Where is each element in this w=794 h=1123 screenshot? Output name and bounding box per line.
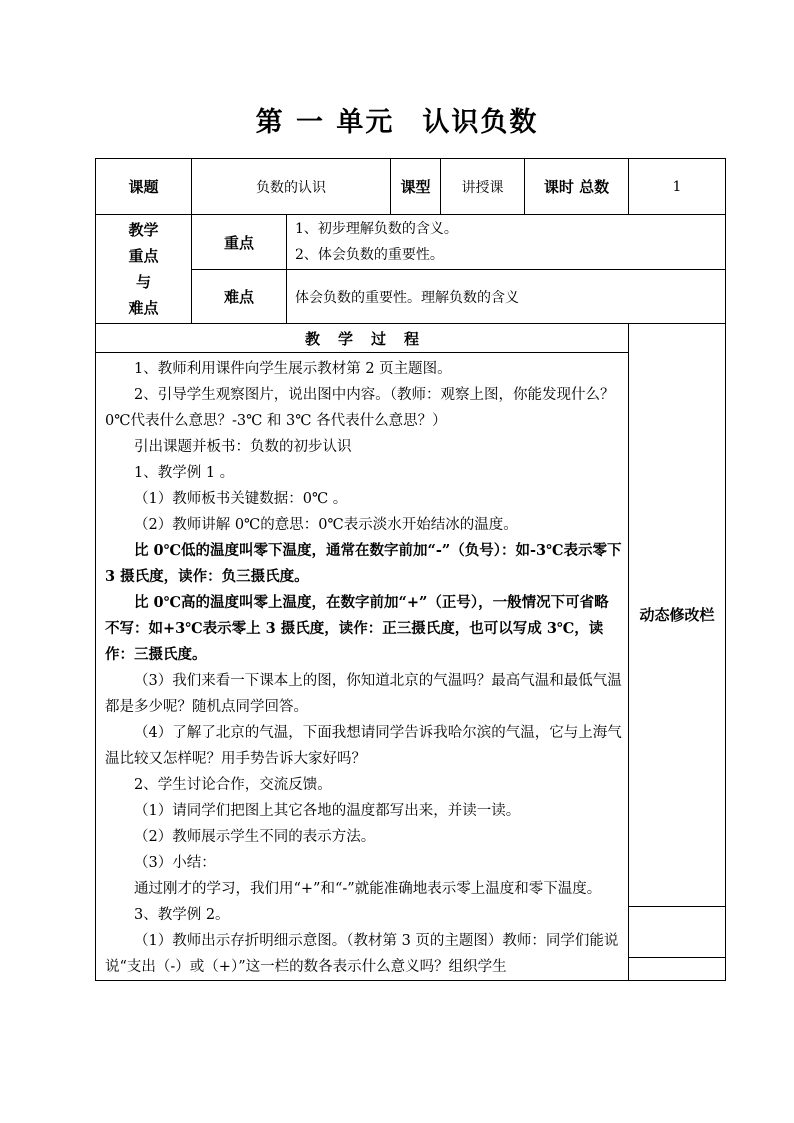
- type-label: 课型: [391, 159, 441, 215]
- process-paragraph: 通过刚才的学习，我们用“+”和“-”就能准确地表示零上温度和零下温度。: [134, 881, 602, 897]
- process-paragraph: （2）教师展示学生不同的表示方法。: [134, 829, 376, 845]
- difficult-label: 难点: [192, 270, 287, 324]
- key-label: 重点: [192, 215, 287, 270]
- process-paragraph: （1）请同学们把图上其它各地的温度都写出来，并读一读。: [134, 803, 521, 819]
- focus-label-line: 教学: [128, 221, 159, 239]
- process-paragraph: （3）我们来看一下课本上的图，你知道北京的气温吗？最高气温和最低气温都是多少呢？随机点同学回答。: [105, 673, 622, 715]
- process-content: [96, 353, 629, 981]
- unit-title: 认识负数: [422, 107, 539, 138]
- process-paragraph: （1）教师出示存折明细示意图。（教材第 3 页的主题图）教师：同学们能说说“支出（-）或（+）”这一栏的数各表示什么意义吗？组织学生: [105, 933, 619, 975]
- focus-label-line: 重点: [128, 247, 159, 265]
- page-title: [0, 100, 794, 139]
- hours-value: 1: [629, 159, 726, 215]
- focus-label-line: 难点: [128, 299, 159, 317]
- focus-section-label: [96, 215, 192, 324]
- process-header-row: [96, 324, 726, 353]
- process-paragraph: 引出课题并板书：负数的初步认识: [134, 439, 352, 455]
- process-paragraph: 2、学生讨论合作，交流反馈。: [134, 777, 332, 793]
- difficult-content: 体会负数的重要性。理解负数的含义: [287, 270, 726, 324]
- revision-body-cell: [629, 957, 726, 980]
- info-row: [96, 159, 726, 215]
- topic-value: 负数的认识: [192, 159, 391, 215]
- topic-label: 课题: [96, 159, 192, 215]
- key-point-row: [96, 215, 726, 270]
- process-paragraph-bold: 比 0℃高的温度叫零上温度，在数字前加“+”（正号），一般情况下可省略不写：如+3℃表示零上 3 摄氏度，读作：正三摄氏度，也可以写成 3℃，读作：三摄氏度。: [105, 594, 609, 663]
- revision-blank-cell: [629, 906, 726, 957]
- process-paragraph: （1）教师板书关键数据：0℃ 。: [134, 491, 348, 507]
- process-header: 教学过程: [96, 324, 629, 353]
- process-paragraph: 1、教师利用课件向学生展示教材第 2 页主题图。: [134, 361, 452, 377]
- key-content: [287, 215, 726, 270]
- process-paragraph: 1、教学例 1 。: [134, 465, 235, 481]
- key-item: 1、初步理解负数的含义。: [295, 221, 458, 237]
- process-paragraph: 3、教学例 2。: [134, 907, 230, 923]
- revision-column-header: 动态修改栏: [629, 324, 726, 907]
- process-paragraph-bold: 比 0℃低的温度叫零下温度，通常在数字前加“-”（负号）：如-3℃表示零下 3 摄氏度，读作：负三摄氏度。: [105, 542, 622, 585]
- focus-label-line: 与: [135, 273, 151, 291]
- key-item: 2、体会负数的重要性。: [295, 247, 444, 263]
- process-paragraph: （4）了解了北京的气温，下面我想请同学告诉我哈尔滨的气温，它与上海气温比较又怎样呢？用手势告诉大家好吗？: [105, 725, 622, 767]
- unit-label: 第 一 单元: [255, 107, 395, 138]
- process-paragraph: （2）教师讲解 0℃的意思：0℃表示淡水开始结冰的温度。: [134, 517, 518, 533]
- lesson-plan-table: [95, 158, 726, 981]
- type-value: 讲授课: [441, 159, 525, 215]
- hours-label: 课时 总数: [525, 159, 629, 215]
- process-paragraph: （3）小结：: [134, 855, 216, 871]
- process-paragraph: 2、引导学生观察图片，说出图中内容。（教师：观察上图，你能发现什么？0℃代表什么意思？-3℃ 和 3℃ 各代表什么意思？）: [105, 387, 615, 429]
